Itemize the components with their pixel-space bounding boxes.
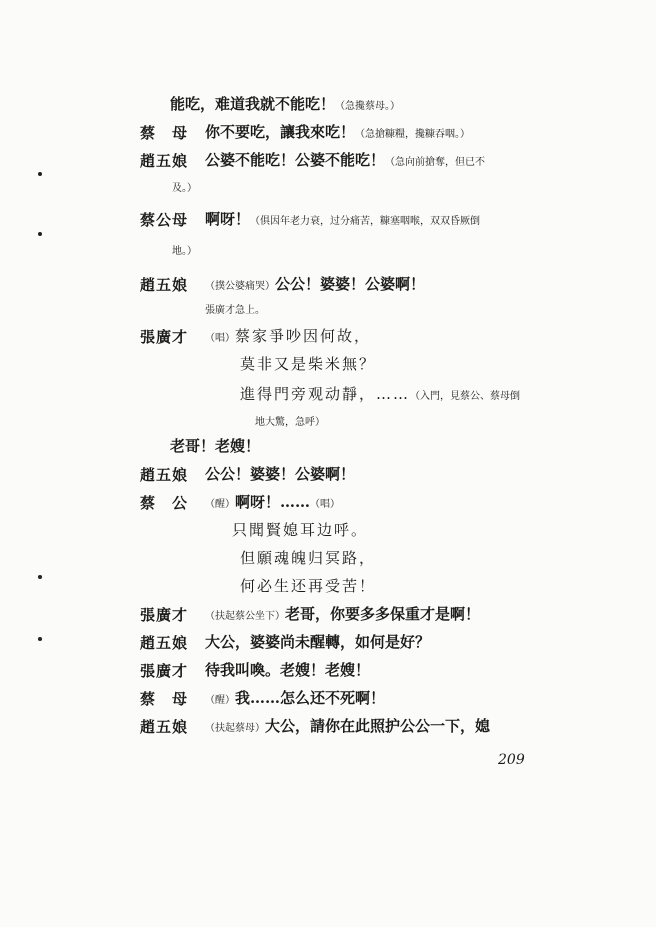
stage-direction: 張廣才急上。 [205, 305, 265, 316]
speaker-name: 蔡 母 [140, 690, 189, 708]
dialogue-text: 大公，請你在此照护公公一下，媳 [265, 717, 491, 735]
dialogue-text: 待我叫喚。老嫂！老嫂！ [205, 661, 371, 679]
stage-direction: （急搶糠糧，攙糠吞咽。） [355, 129, 471, 140]
dialogue-text: 能吃，难道我就不能吃！ [170, 95, 336, 113]
dialogue-text: 老哥！老嫂！ [170, 437, 261, 455]
dialogue-text: 蔡家爭吵因何故， [235, 327, 372, 345]
stage-direction: （急攙蔡母。） [335, 101, 401, 112]
speaker-name: 張廣才 [140, 328, 189, 346]
speaker-name: 蔡 母 [140, 124, 189, 142]
dialogue-text: 何必生还再受苦！ [240, 577, 377, 595]
margin-dot [38, 637, 42, 641]
dialogue-text: 啊呀！ [205, 210, 251, 228]
stage-direction: （俱因年老力衰，过分痛苦，糠塞咽喉，双双昏厥倒 [250, 216, 481, 227]
script-line [240, 549, 376, 567]
dialogue-text: 我……怎么还不死啊！ [235, 689, 386, 707]
speaker-name: 趙五娘 [140, 276, 189, 294]
margin-dot [38, 575, 42, 579]
script-line [205, 275, 425, 296]
script-line [205, 327, 371, 348]
script-line [172, 240, 197, 261]
speaker-name: 趙五娘 [140, 718, 189, 736]
script-line [240, 385, 520, 406]
stage-direction: （唱） [205, 333, 235, 344]
dialogue-text: 老哥，你要多多保重才是啊！ [285, 605, 481, 623]
dialogue-text: 公公！婆婆！公婆啊！ [205, 465, 356, 483]
script-line [205, 605, 480, 626]
script-line [205, 661, 370, 679]
speaker-name: 張廣才 [140, 606, 189, 624]
script-line [170, 95, 400, 116]
script-line [205, 493, 340, 514]
script-line [205, 633, 430, 651]
script-line [170, 437, 260, 455]
stage-direction: （醒） [205, 695, 235, 706]
dialogue-text: 但願魂魄归冥路， [240, 549, 377, 567]
script-line [205, 465, 355, 483]
script-line [205, 689, 385, 710]
dialogue-text: 你不要吃，讓我來吃！ [205, 123, 356, 141]
dialogue-text: 進得門旁观动靜，…… [240, 385, 411, 403]
margin-dot [38, 172, 42, 176]
dialogue-text: 公公！婆婆！公婆啊！ [275, 275, 426, 293]
margin-dot [38, 232, 42, 236]
stage-direction: （扶起蔡母） [205, 723, 265, 734]
speaker-name: 趙五娘 [140, 466, 189, 484]
speaker-name: 趙五娘 [140, 152, 189, 170]
dialogue-text: 大公，婆婆尚未醒轉，如何是好？ [205, 633, 431, 651]
script-line [232, 521, 368, 539]
script-line [205, 717, 490, 738]
script-line [205, 299, 265, 320]
dialogue-text: 只聞賢媳耳边呼。 [232, 521, 369, 539]
stage-direction: 及。） [172, 183, 197, 194]
stage-direction: （入門，見蔡公、蔡母倒 [410, 391, 521, 402]
stage-direction: 地。） [172, 246, 197, 257]
script-line [172, 177, 197, 198]
script-line [255, 411, 325, 432]
speaker-name: 趙五娘 [140, 634, 189, 652]
dialogue-text: 莫非又是柴米無？ [240, 355, 377, 373]
script-line [240, 355, 376, 373]
stage-direction: （扶起蔡公坐下） [205, 611, 285, 622]
dialogue-text: 公婆不能吃！公婆不能吃！ [205, 151, 386, 169]
script-line [205, 210, 480, 231]
script-line [205, 123, 470, 144]
stage-direction: （唱） [310, 499, 341, 510]
speaker-name: 蔡公母 [140, 211, 189, 229]
speaker-name: 蔡 公 [140, 494, 189, 512]
stage-direction: （急向前搶奪，但已不 [385, 157, 486, 168]
speaker-name: 張廣才 [140, 662, 189, 680]
stage-direction: （醒） [205, 499, 235, 510]
stage-direction: （撲公婆痛哭） [205, 281, 275, 292]
script-line [205, 151, 485, 172]
page-number: 209 [498, 752, 525, 768]
dialogue-text: 啊呀！…… [235, 493, 311, 511]
stage-direction: 地大驚，急呼） [255, 417, 325, 428]
script-line [240, 577, 376, 595]
